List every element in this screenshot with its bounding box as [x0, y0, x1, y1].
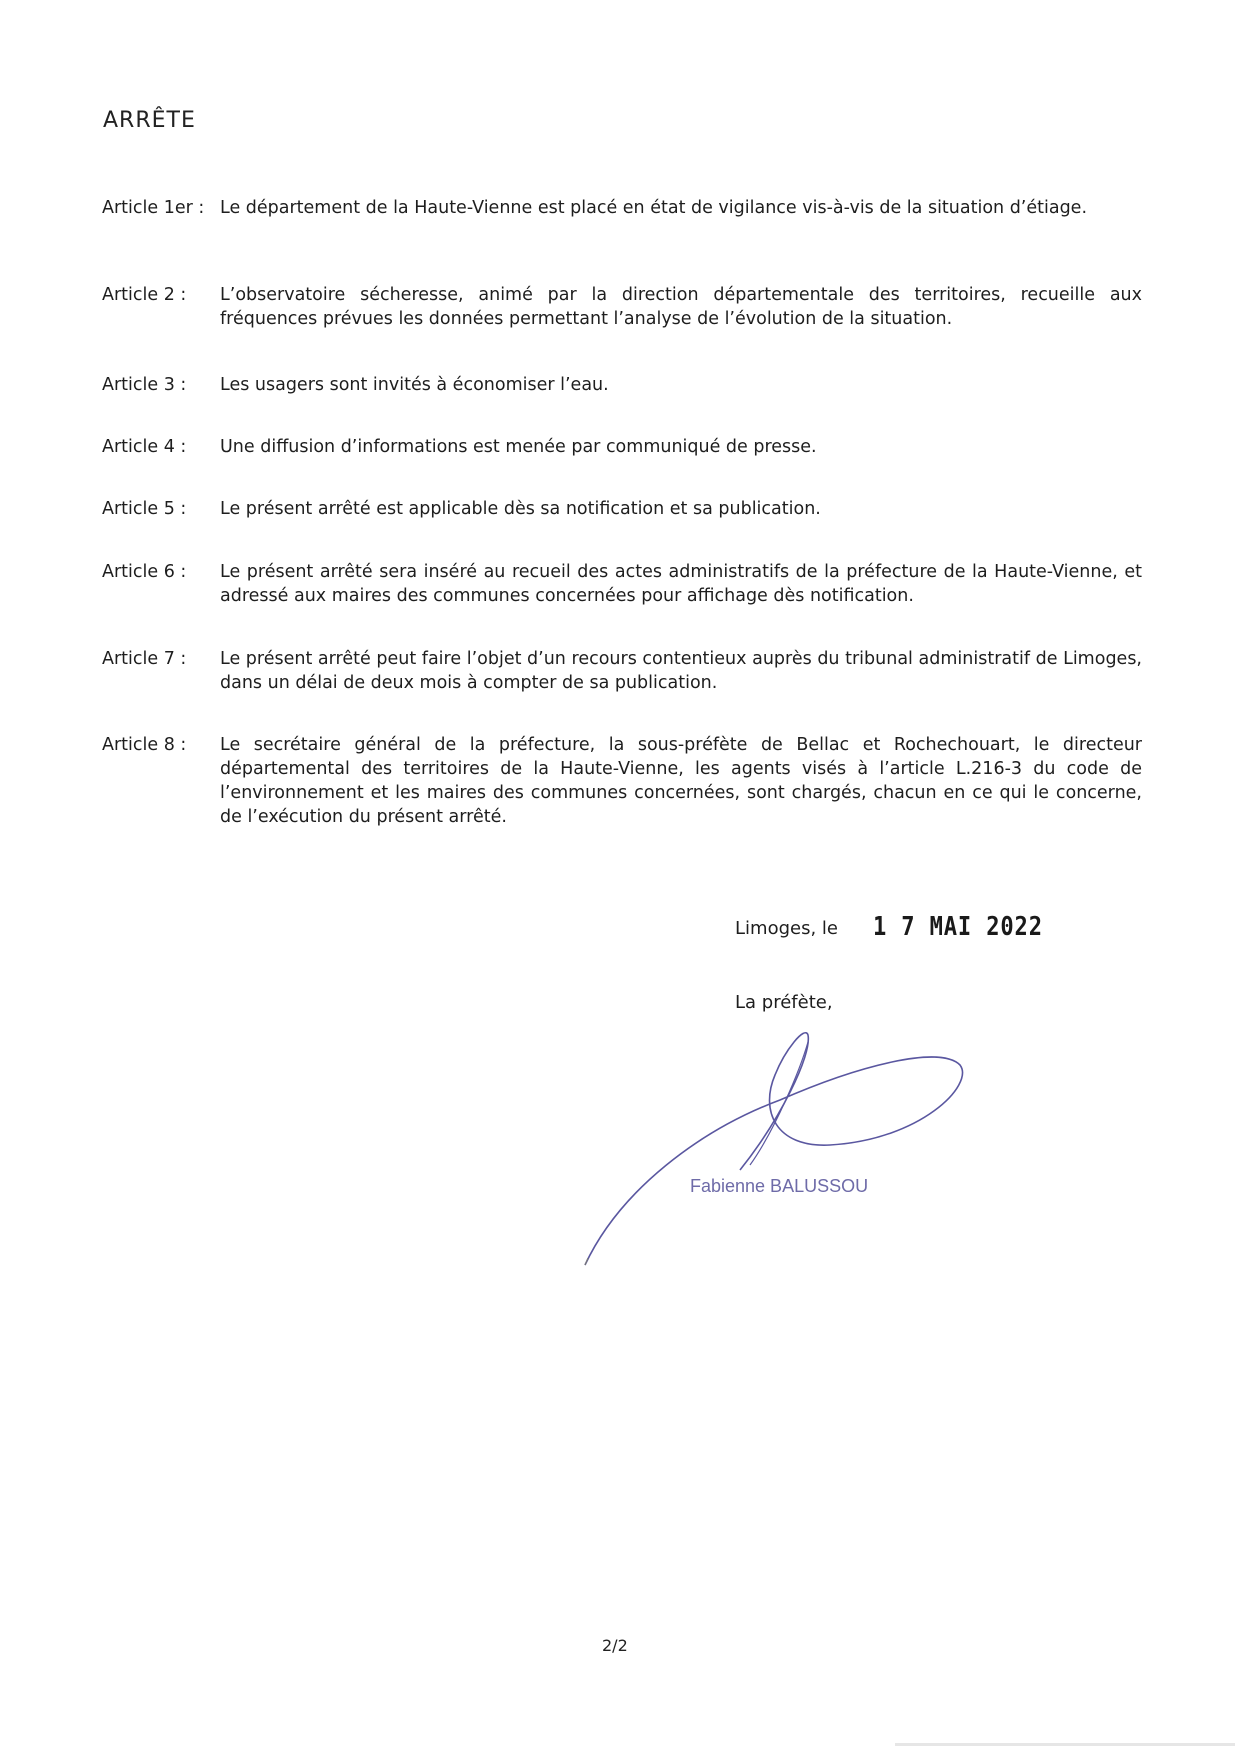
article-label: Article 4 : — [102, 437, 187, 457]
article-5 — [102, 497, 1142, 521]
article-1 — [102, 196, 1142, 220]
article-7 — [102, 647, 1142, 695]
article-4 — [102, 435, 1142, 459]
page-number: 2/2 — [602, 1636, 628, 1655]
place-label: Limoges, le — [735, 918, 838, 939]
article-text: Le présent arrêté est applicable dès sa notification et sa publication. — [220, 499, 821, 519]
article-text: Le présent arrêté sera inséré au recueil des actes administratifs de la préfecture de la Haute-Vienne, et adressé aux maires des communes concernées pour affichage dès notification. — [220, 562, 1142, 606]
article-label: Article 2 : — [102, 285, 187, 305]
article-2 — [102, 283, 1142, 331]
article-text: Les usagers sont invités à économiser l’eau. — [220, 375, 609, 395]
article-label: Article 3 : — [102, 375, 187, 395]
article-label: Article 8 : — [102, 735, 187, 755]
scan-edge-divider — [895, 1743, 1235, 1746]
article-text: Le département de la Haute-Vienne est placé en état de vigilance vis-à-vis de la situation d’étiage. — [220, 198, 1088, 218]
article-3 — [102, 373, 1142, 397]
article-6 — [102, 560, 1142, 608]
handwritten-signature — [560, 1020, 980, 1280]
signatory-role: La préfète, — [735, 992, 833, 1013]
article-text: Une diffusion d’informations est menée par communiqué de presse. — [220, 437, 817, 457]
date-stamp: 1 7 MAI 2022 — [873, 912, 1043, 942]
article-label: Article 7 : — [102, 649, 187, 669]
signatory-name-stamp: Fabienne BALUSSOU — [690, 1176, 869, 1196]
article-label: Article 6 : — [102, 562, 187, 582]
article-text: Le secrétaire général de la préfecture, la sous-préfète de Bellac et Rochechouart, le directeur départemental des territoires de la Haute-Vienne, les agents visés à l’article L.216-3 du code de l’environnement et les maires des communes concernées, sont chargés, chacun en ce qui le concerne, de l’exécution du présent arrêté. — [220, 735, 1142, 827]
article-label: Article 5 : — [102, 499, 187, 519]
article-label: Article 1er : — [102, 198, 205, 218]
article-text: L’observatoire sécheresse, animé par la direction départementale des territoires, recueille aux fréquences prévues les données permettant l’analyse de l’évolution de la situation. — [220, 285, 1142, 329]
article-8 — [102, 733, 1142, 829]
article-text: Le présent arrêté peut faire l’objet d’un recours contentieux auprès du tribunal administratif de Limoges, dans un délai de deux mois à compter de sa publication. — [220, 649, 1142, 693]
document-title: ARRÊTE — [103, 108, 196, 133]
